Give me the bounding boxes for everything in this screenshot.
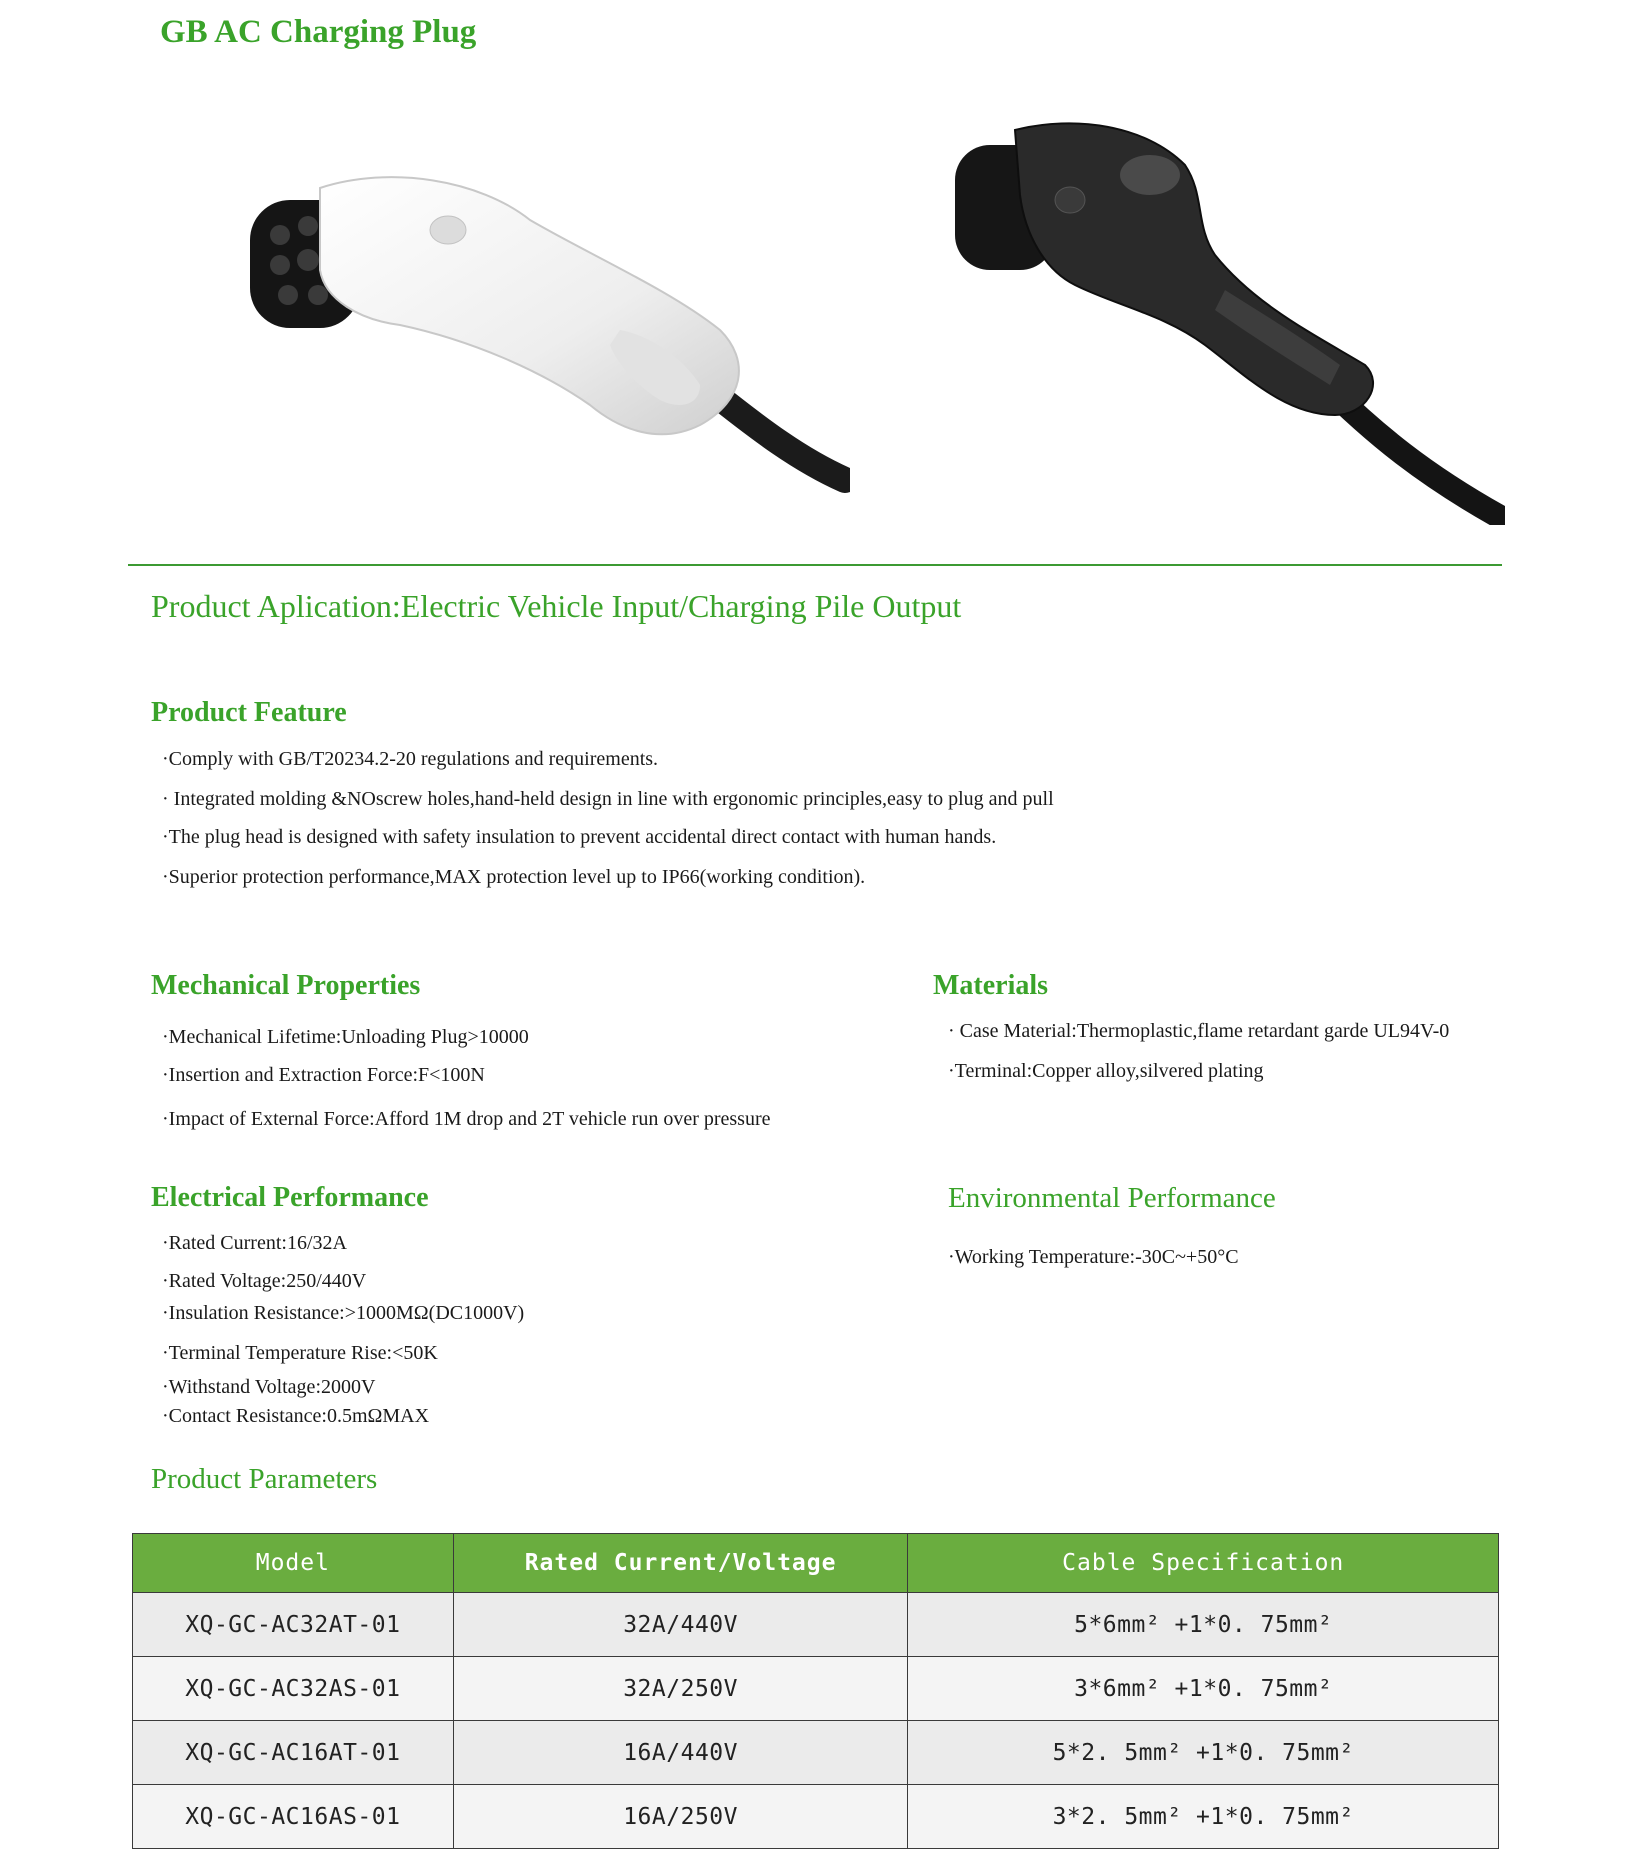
header-cable: Cable Specification <box>908 1534 1499 1593</box>
mechanical-heading: Mechanical Properties <box>151 970 421 1001</box>
cell-rated: 16A/250V <box>453 1785 908 1849</box>
header-rated: Rated Current/Voltage <box>453 1534 908 1593</box>
environmental-heading: Environmental Performance <box>948 1182 1276 1214</box>
parameters-heading: Product Parameters <box>151 1463 378 1495</box>
cell-rated: 32A/440V <box>453 1593 908 1657</box>
cell-model: XQ-GC-AC16AS-01 <box>133 1785 454 1849</box>
materials-heading: Materials <box>933 970 1049 1001</box>
header-model: Model <box>133 1534 454 1593</box>
table-row <box>133 1721 1499 1785</box>
electrical-heading: Electrical Performance <box>151 1182 429 1213</box>
electrical-item: ·Rated Current:16/32A <box>162 1232 347 1254</box>
materials-item: · Case Material:Thermoplastic,flame retardant garde UL94V-0 <box>948 1020 1450 1042</box>
section-divider <box>128 564 1502 566</box>
cell-model: XQ-GC-AC32AS-01 <box>133 1657 454 1721</box>
electrical-item: ·Rated Voltage:250/440V <box>162 1270 367 1292</box>
cell-cable: 5*6mm² +1*0. 75mm² <box>908 1593 1499 1657</box>
cell-model: XQ-GC-AC32AT-01 <box>133 1593 454 1657</box>
table-row <box>133 1593 1499 1657</box>
table-row <box>133 1785 1499 1849</box>
materials-item: ·Terminal:Copper alloy,silvered plating <box>948 1060 1264 1082</box>
feature-item: ·Comply with GB/T20234.2-20 regulations and requirements. <box>162 748 659 770</box>
feature-item: ·The plug head is designed with safety insulation to prevent accidental direct contact with human hands. <box>162 826 997 848</box>
electrical-item: ·Terminal Temperature Rise:<50K <box>162 1342 438 1364</box>
table-row <box>133 1657 1499 1721</box>
mechanical-item: ·Impact of External Force:Afford 1M drop and 2T vehicle run over pressure <box>162 1108 771 1130</box>
electrical-item: ·Insulation Resistance:>1000MΩ(DC1000V) <box>162 1302 525 1324</box>
electrical-item: ·Withstand Voltage:2000V <box>162 1376 376 1398</box>
cell-model: XQ-GC-AC16AT-01 <box>133 1721 454 1785</box>
feature-heading: Product Feature <box>151 697 347 728</box>
cell-cable: 3*2. 5mm² +1*0. 75mm² <box>908 1785 1499 1849</box>
page-title: GB AC Charging Plug <box>160 14 477 50</box>
environmental-item: ·Working Temperature:-30C~+50°C <box>948 1246 1239 1268</box>
cell-rated: 16A/440V <box>453 1721 908 1785</box>
mechanical-item: ·Mechanical Lifetime:Unloading Plug>10000 <box>162 1026 529 1048</box>
feature-item: ·Superior protection performance,MAX protection level up to IP66(working condition). <box>162 866 866 888</box>
table-header-row <box>133 1534 1499 1593</box>
product-application: Product Aplication:Electric Vehicle Input/Charging Pile Output <box>151 588 962 624</box>
cell-rated: 32A/250V <box>453 1657 908 1721</box>
black-plug-image <box>945 115 1505 525</box>
cell-cable: 5*2. 5mm² +1*0. 75mm² <box>908 1721 1499 1785</box>
white-plug-image <box>230 160 850 520</box>
electrical-item: ·Contact Resistance:0.5mΩMAX <box>162 1405 430 1427</box>
parameters-table <box>132 1533 1499 1849</box>
cell-cable: 3*6mm² +1*0. 75mm² <box>908 1657 1499 1721</box>
mechanical-item: ·Insertion and Extraction Force:F<100N <box>162 1064 485 1086</box>
feature-item: · Integrated molding &NOscrew holes,hand-held design in line with ergonomic principles,easy to plug and pull <box>162 788 1054 810</box>
